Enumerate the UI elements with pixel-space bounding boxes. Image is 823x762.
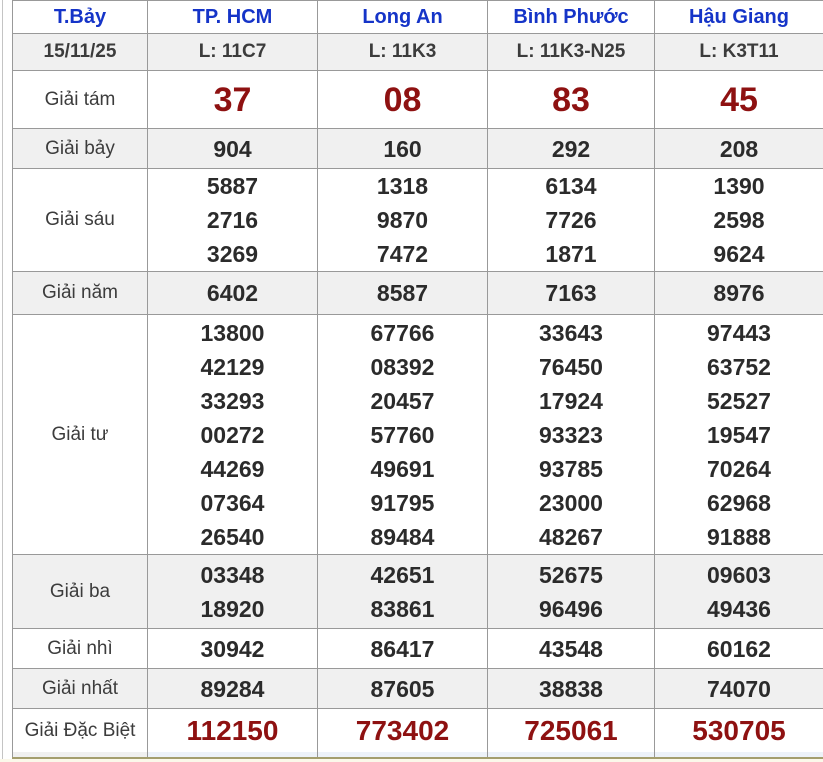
prize-number: 23000 — [539, 489, 603, 516]
prize-number: 160 — [383, 135, 422, 162]
prize-values-cell — [318, 71, 488, 129]
date-row — [13, 34, 823, 71]
weekday-header-link[interactable]: T.Bảy — [13, 1, 148, 34]
prize-values-cell — [148, 629, 318, 669]
prize-label: Giải năm — [13, 272, 148, 315]
draw-date: 15/11/25 — [13, 34, 148, 71]
prize-number: 8976 — [713, 280, 765, 306]
prize-number: 83861 — [370, 595, 435, 622]
prize-number: 52675 — [539, 561, 603, 588]
prize-row — [13, 669, 823, 709]
prize-values-cell — [148, 129, 318, 169]
station-header-link[interactable]: TP. HCM — [148, 1, 318, 34]
prize-values-cell — [488, 555, 655, 629]
prize-number: 91888 — [707, 523, 771, 550]
prize-values-cell — [148, 272, 318, 315]
prize-row — [13, 169, 823, 272]
prize-values-cell — [148, 169, 318, 272]
prize-values-cell — [488, 709, 655, 754]
prize-values-cell — [318, 709, 488, 754]
prize-label: Giải nhất — [13, 669, 148, 709]
prize-number: 9624 — [713, 241, 765, 267]
prize-number: 1318 — [376, 173, 429, 199]
prize-values-cell — [318, 629, 488, 669]
prize-number: 44269 — [200, 455, 265, 482]
prize-values-cell — [148, 669, 318, 709]
prize-number: 07364 — [200, 489, 265, 516]
prize-number: 1390 — [713, 173, 765, 199]
prize-row — [13, 629, 823, 669]
prize-number: 20457 — [370, 387, 435, 414]
prize-number: 87605 — [370, 675, 435, 702]
prize-number: 57760 — [370, 421, 435, 448]
prize-number: 45 — [720, 80, 758, 119]
prize-number: 49436 — [707, 595, 771, 622]
prize-values-cell — [655, 315, 823, 555]
prize-values-cell — [488, 169, 655, 272]
prize-label: Giải tư — [13, 315, 148, 555]
prize-values-cell — [318, 272, 488, 315]
prize-number: 208 — [719, 135, 759, 162]
prize-values-cell — [488, 272, 655, 315]
prize-number: 97443 — [707, 319, 771, 346]
prize-label: Giải sáu — [13, 169, 148, 272]
prize-number: 67766 — [370, 319, 435, 346]
prize-number: 00272 — [200, 421, 265, 448]
draw-code: L: 11K3-N25 — [488, 34, 655, 71]
prize-number: 30942 — [200, 635, 265, 662]
page-left-border — [2, 0, 3, 762]
prize-values-cell — [318, 169, 488, 272]
prize-values-cell — [488, 629, 655, 669]
prize-number: 96496 — [539, 595, 603, 622]
prize-values-cell — [655, 669, 823, 709]
prize-row — [13, 272, 823, 315]
prize-number: 43548 — [539, 635, 603, 662]
prize-number: 89284 — [200, 675, 265, 702]
prize-values-cell — [318, 315, 488, 555]
prize-number: 13800 — [200, 319, 265, 346]
prize-number: 2716 — [206, 207, 259, 233]
prize-row — [13, 71, 823, 129]
prize-row — [13, 315, 823, 555]
prize-number: 725061 — [524, 715, 618, 746]
prize-number: 112150 — [186, 715, 279, 746]
prize-label: Giải bảy — [13, 129, 148, 169]
prize-label: Giải Đặc Biệt — [13, 709, 148, 754]
prize-values-cell — [318, 129, 488, 169]
prize-number: 773402 — [355, 715, 450, 746]
prize-number: 33643 — [539, 319, 603, 346]
prize-values-cell — [488, 129, 655, 169]
prize-number: 37 — [213, 80, 252, 119]
prize-number: 93323 — [539, 421, 603, 448]
prize-number: 42651 — [370, 561, 435, 588]
draw-code: L: 11K3 — [318, 34, 488, 71]
prize-number: 74070 — [707, 675, 771, 702]
station-header-link[interactable]: Hậu Giang — [655, 1, 823, 34]
prize-values-cell — [655, 169, 823, 272]
prize-values-cell — [655, 129, 823, 169]
next-table-partial-row — [0, 752, 823, 762]
prize-number: 18920 — [200, 595, 265, 622]
prize-number: 19547 — [707, 421, 771, 448]
prize-values-cell — [318, 555, 488, 629]
prize-number: 91795 — [370, 489, 435, 516]
prize-number: 42129 — [200, 353, 265, 380]
prize-number: 3269 — [206, 241, 259, 267]
prize-values-cell — [148, 71, 318, 129]
prize-values-cell — [488, 71, 655, 129]
prize-number: 7163 — [545, 280, 597, 306]
prize-values-cell — [318, 669, 488, 709]
prize-label: Giải nhì — [13, 629, 148, 669]
prize-number: 6134 — [545, 173, 597, 199]
prize-number: 62968 — [707, 489, 771, 516]
prize-number: 2598 — [713, 207, 765, 233]
draw-code: L: 11C7 — [148, 34, 318, 71]
prize-number: 93785 — [539, 455, 603, 482]
prize-values-cell — [655, 555, 823, 629]
prize-number: 09603 — [707, 561, 771, 588]
station-header-link[interactable]: Long An — [318, 1, 488, 34]
prize-number: 63752 — [707, 353, 771, 380]
prize-number: 904 — [213, 135, 252, 162]
prize-number: 292 — [551, 135, 591, 162]
header-row — [13, 1, 823, 34]
prize-label: Giải tám — [13, 71, 148, 129]
prize-values-cell — [655, 272, 823, 315]
prize-values-cell — [655, 71, 823, 129]
prize-number: 70264 — [707, 455, 771, 482]
lottery-results-table — [12, 0, 823, 754]
prize-row — [13, 709, 823, 754]
prize-row — [13, 555, 823, 629]
prize-values-cell — [148, 555, 318, 629]
prize-number: 1871 — [545, 241, 597, 267]
prize-values-cell — [655, 629, 823, 669]
prize-number: 17924 — [539, 387, 603, 414]
draw-code: L: K3T11 — [655, 34, 823, 71]
prize-number: 60162 — [707, 635, 771, 662]
prize-number: 6402 — [206, 280, 259, 306]
prize-number: 5887 — [206, 173, 259, 199]
prize-number: 83 — [552, 80, 590, 119]
prize-number: 52527 — [707, 387, 771, 414]
prize-number: 8587 — [376, 280, 429, 306]
prize-number: 76450 — [539, 353, 603, 380]
prize-number: 89484 — [370, 523, 435, 550]
prize-number: 7726 — [545, 207, 597, 233]
prize-row — [13, 129, 823, 169]
prize-number: 33293 — [200, 387, 265, 414]
prize-values-cell — [488, 669, 655, 709]
prize-number: 49691 — [370, 455, 435, 482]
prize-number: 03348 — [200, 561, 265, 588]
prize-values-cell — [148, 709, 318, 754]
prize-number: 26540 — [200, 523, 265, 550]
prize-number: 9870 — [376, 207, 429, 233]
station-header-link[interactable]: Bình Phước — [488, 1, 655, 34]
prize-number: 08392 — [370, 353, 435, 380]
prize-number: 7472 — [376, 241, 429, 267]
prize-number: 530705 — [692, 715, 786, 746]
prize-number: 38838 — [539, 675, 603, 702]
prize-values-cell — [488, 315, 655, 555]
prize-number: 86417 — [370, 635, 435, 662]
prize-number: 08 — [383, 80, 422, 119]
prize-label: Giải ba — [13, 555, 148, 629]
prize-number: 48267 — [539, 523, 603, 550]
prize-values-cell — [655, 709, 823, 754]
prize-values-cell — [148, 315, 318, 555]
